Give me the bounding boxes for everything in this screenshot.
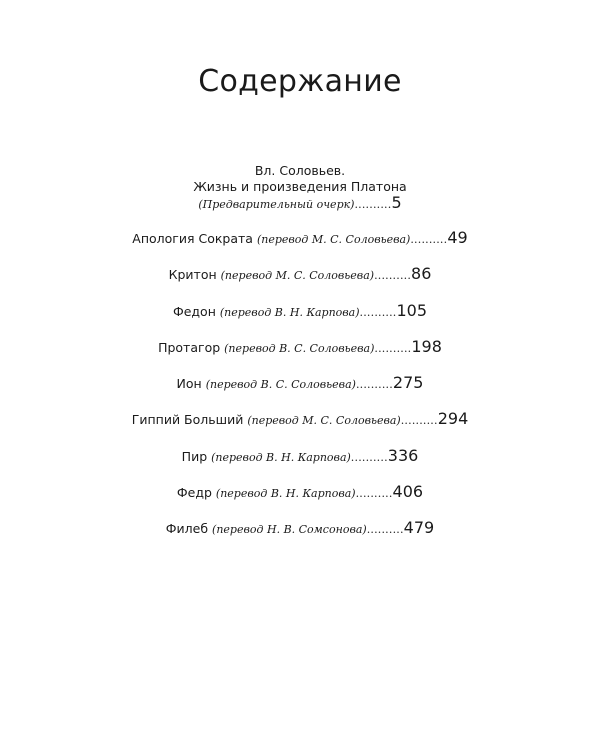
page-number: 49 <box>447 228 468 247</box>
page-number: 5 <box>391 193 402 212</box>
toc-entry[interactable] <box>0 374 600 394</box>
toc-entry[interactable] <box>0 338 600 358</box>
page-title: Содержание <box>198 64 402 99</box>
page-number: 479 <box>403 518 435 538</box>
intro-note-line <box>0 195 600 213</box>
entry-title: Федон <box>172 303 216 319</box>
toc-entry[interactable] <box>0 410 600 430</box>
translator-note: (перевод В. Н. Карпова) <box>211 450 351 464</box>
translator-note: (перевод М. С. Соловьева) <box>256 233 411 246</box>
page-number: 406 <box>392 482 424 502</box>
entry-title: Пир <box>181 448 208 464</box>
toc-entry[interactable] <box>0 519 600 539</box>
dot-leader: .......... <box>410 233 448 246</box>
toc-entry[interactable] <box>0 302 600 322</box>
dot-leader: .......... <box>355 378 393 392</box>
page-number: 336 <box>387 445 419 465</box>
dot-leader: .......... <box>374 341 412 355</box>
entry-title: Федр <box>176 485 212 501</box>
toc-entry[interactable] <box>0 229 600 249</box>
toc-entry[interactable] <box>0 483 600 503</box>
intro-author: Вл. Соловьев. <box>254 163 346 178</box>
translator-note: (перевод Н. В. Сомсонова) <box>212 523 367 537</box>
page-number: 86 <box>411 264 432 284</box>
dot-leader: .......... <box>374 269 412 283</box>
dot-leader: .......... <box>400 414 438 428</box>
translator-note: (перевод М. С. Соловьева) <box>247 414 401 428</box>
page-number: 198 <box>411 336 442 356</box>
entry-title: Критон <box>168 267 217 283</box>
dot-leader: .......... <box>359 305 397 319</box>
toc-entry-intro[interactable] <box>0 163 600 213</box>
translator-note: (перевод В. С. Соловьева) <box>224 341 375 355</box>
page-number: 105 <box>396 300 428 320</box>
table-of-contents <box>0 163 600 556</box>
entry-title: Гиппий Больший <box>131 412 244 428</box>
page-number: 294 <box>437 409 469 429</box>
dot-leader: .......... <box>350 450 388 464</box>
dot-leader: .......... <box>355 487 393 501</box>
dot-leader: .......... <box>366 523 404 537</box>
entry-title: Ион <box>176 376 202 392</box>
intro-note: (Предварительный очерк) <box>198 198 355 211</box>
intro-work-title: Жизнь и произведения Платона <box>193 179 407 194</box>
translator-note: (перевод В. С. Соловьева) <box>205 378 356 392</box>
translator-note: (перевод М. С. Соловьева) <box>220 269 375 283</box>
toc-entry[interactable] <box>0 265 600 285</box>
entry-title: Протагор <box>158 339 221 355</box>
toc-entry[interactable] <box>0 447 600 467</box>
entry-title: Апология Сократа <box>132 231 253 246</box>
page-number: 275 <box>392 373 424 393</box>
translator-note: (перевод В. Н. Карпова) <box>219 305 360 319</box>
entry-title: Филеб <box>165 521 209 537</box>
translator-note: (перевод В. Н. Карпова) <box>215 487 356 501</box>
dot-leader: .......... <box>354 198 392 211</box>
